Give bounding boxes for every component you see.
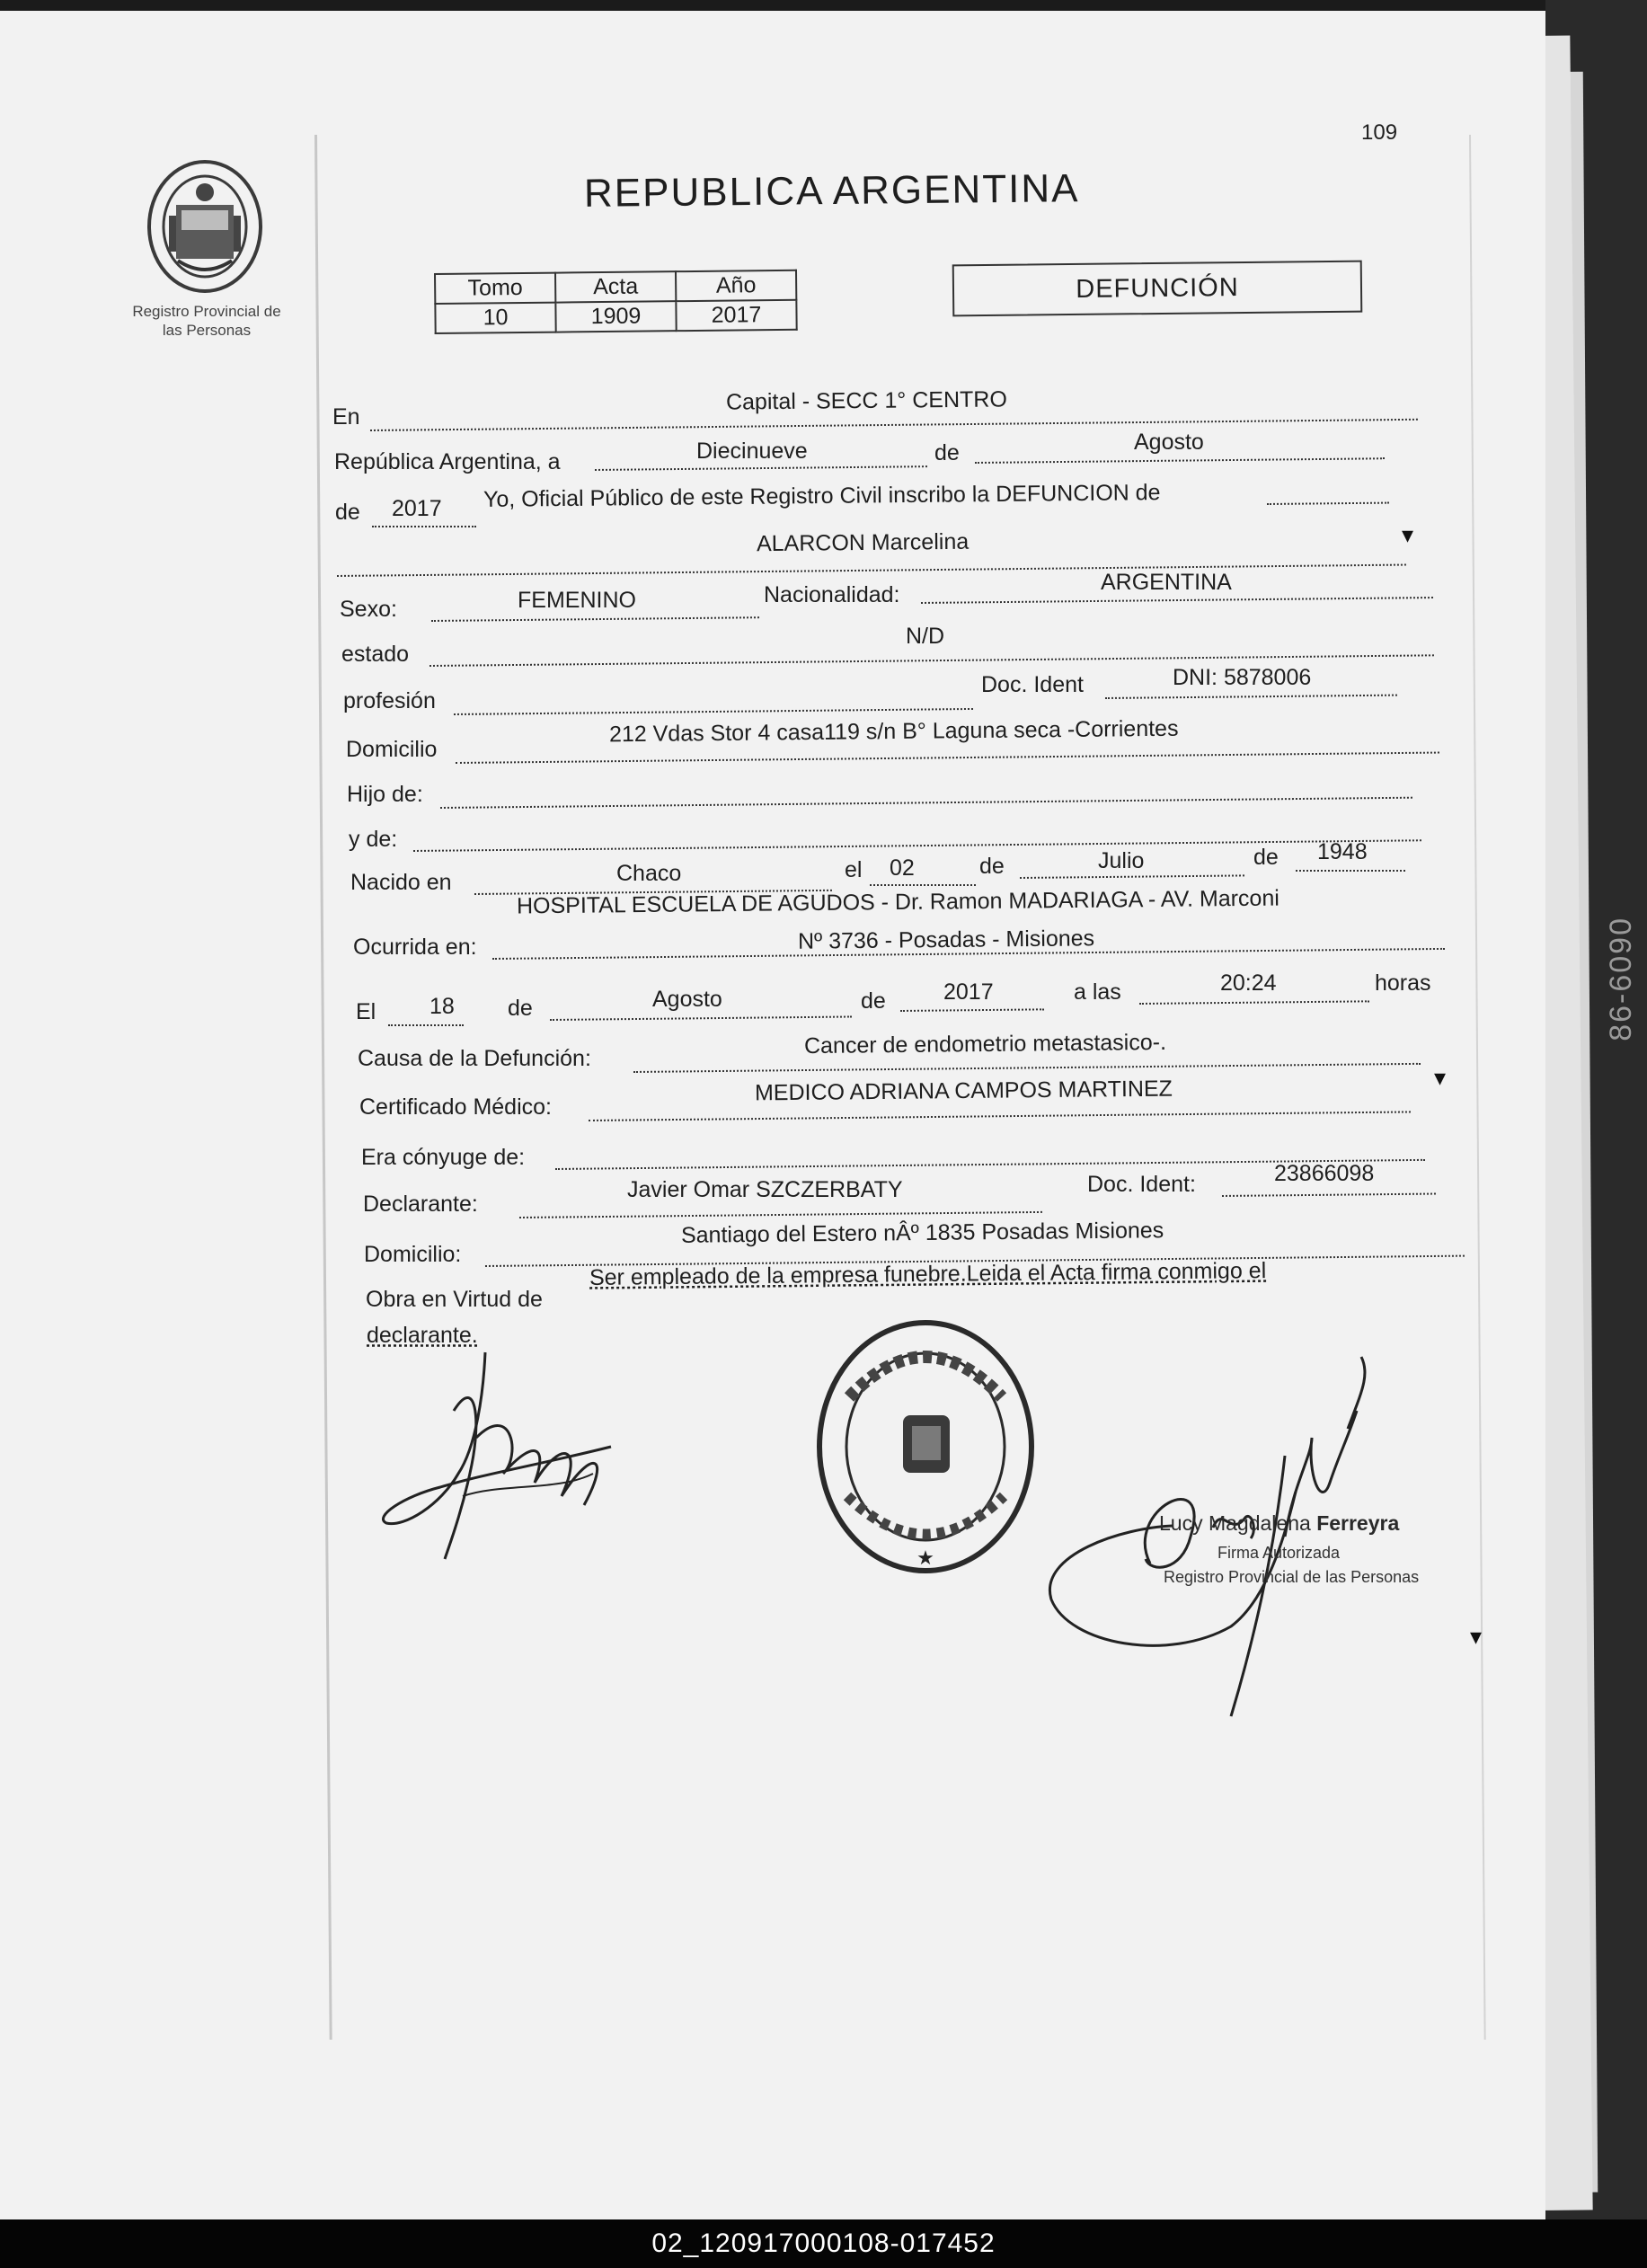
obra-value: Ser empleado de la empresa funebre.Leida el Acta firma conmigo el xyxy=(589,1258,1267,1290)
dotted-line xyxy=(900,1008,1044,1012)
dotted-line xyxy=(633,1063,1421,1073)
dotted-line xyxy=(921,597,1433,604)
decl-domicilio-label: Domicilio: xyxy=(364,1242,462,1267)
margin-mark: ▾ xyxy=(1434,1064,1447,1091)
page-title: REPUBLICA ARGENTINA xyxy=(583,166,1080,216)
def-dia-value: 18 xyxy=(429,994,455,1019)
nacido-label: Nacido en xyxy=(350,870,452,895)
tomo-header: Tomo xyxy=(435,273,555,304)
yde-label: y de: xyxy=(349,827,398,852)
def-mes-value: Agosto xyxy=(652,987,722,1012)
def-hora-value: 20:24 xyxy=(1220,970,1277,996)
ocurrida-line2: Nº 3736 - Posadas - Misiones xyxy=(797,926,1095,954)
dotted-line xyxy=(370,419,1418,431)
dotted-line xyxy=(372,526,476,527)
declarante-value: Javier Omar SZCZERBATY xyxy=(627,1177,903,1202)
dotted-line xyxy=(1139,1000,1369,1005)
acta-value: 1909 xyxy=(555,301,676,332)
causa-label: Causa de la Defunción: xyxy=(358,1046,591,1071)
dotted-line xyxy=(550,1015,852,1021)
dotted-line xyxy=(431,616,759,622)
signatory-last-name: Ferreyra xyxy=(1316,1511,1400,1535)
profesion-label: profesión xyxy=(343,688,436,713)
el2-label: El xyxy=(356,999,376,1024)
footer-id: 02_120917000108-017452 xyxy=(0,2219,1647,2268)
doc-value: DNI: 5878006 xyxy=(1173,665,1312,690)
certificado-label: Certificado Médico: xyxy=(359,1094,552,1120)
dia-value: Diecinueve xyxy=(696,439,808,464)
signatory-org: Registro Provincial de las Personas xyxy=(1164,1568,1420,1586)
sexo-value: FEMENINO xyxy=(518,588,636,613)
ocurrida-label: Ocurrida en: xyxy=(353,935,477,960)
certificado-value: MEDICO ADRIANA CAMPOS MARTINEZ xyxy=(754,1076,1173,1106)
registry-table xyxy=(434,270,798,334)
def-de-label: de xyxy=(508,996,533,1021)
svg-text:★: ★ xyxy=(916,1547,934,1570)
dotted-line xyxy=(440,797,1412,809)
republica-label: República Argentina, a xyxy=(334,449,561,474)
dotted-line xyxy=(337,564,1406,577)
signatory-first-name: Lucy Magdalena xyxy=(1159,1511,1311,1535)
dotted-line xyxy=(1020,874,1244,879)
coat-of-arms-icon xyxy=(142,153,268,297)
de2-label: de xyxy=(335,500,360,525)
causa-value: Cancer de endometrio metastasico-. xyxy=(803,1029,1167,1059)
margin-mark: ▾ xyxy=(1402,521,1414,548)
anio-value: 2017 xyxy=(676,300,796,331)
mes-value: Agosto xyxy=(1134,430,1204,455)
dotted-line xyxy=(1267,502,1389,505)
dotted-line xyxy=(589,1111,1411,1121)
act-type-box: DEFUNCIÓN xyxy=(952,261,1363,317)
dotted-line xyxy=(519,1211,1042,1218)
logo-caption xyxy=(108,302,305,340)
official-stamp-icon xyxy=(813,1316,1038,1586)
nombre-value: ALARCON Marcelina xyxy=(756,528,970,557)
decl-domicilio-value: Santiago del Estero nÂº 1835 Posadas Misiones xyxy=(680,1218,1164,1248)
dotted-line xyxy=(456,752,1439,764)
signatory-name xyxy=(1159,1511,1399,1536)
margin-line xyxy=(1469,135,1486,2040)
obra-value-line2: declarante. xyxy=(367,1323,478,1348)
dotted-line xyxy=(595,465,927,471)
domicilio-label: Domicilio xyxy=(346,737,438,762)
ocurrida-line1: HOSPITAL ESCUELA DE AGUDOS - Dr. Ramon MADARIAGA - AV. Marconi xyxy=(516,885,1280,919)
def-anio-value: 2017 xyxy=(943,979,994,1005)
nacionalidad-value: ARGENTINA xyxy=(1101,570,1232,595)
inscribe-text: Yo, Oficial Público de este Registro Civil inscribo la DEFUNCION de xyxy=(483,480,1161,512)
dotted-line xyxy=(388,1024,464,1026)
page-number: 109 xyxy=(1361,120,1398,145)
nacido-value: Chaco xyxy=(616,861,682,886)
de-label: de xyxy=(934,440,960,465)
logo-caption-line: las Personas xyxy=(162,322,252,339)
anio-value: 2017 xyxy=(392,496,442,521)
horas-label: horas xyxy=(1375,970,1431,996)
side-digits: 86-6090 xyxy=(1604,917,1638,1041)
declarante-label: Declarante: xyxy=(363,1192,478,1217)
alas-label: a las xyxy=(1074,979,1121,1005)
anio-header: Año xyxy=(676,270,796,301)
nacionalidad-label: Nacionalidad: xyxy=(764,582,900,607)
obra-label: Obra en Virtud de xyxy=(366,1287,543,1312)
nac-anio-value: 1948 xyxy=(1317,839,1368,864)
def-de2-label: de xyxy=(861,988,886,1014)
logo-caption-line: Registro Provincial de xyxy=(132,303,281,320)
dotted-line xyxy=(454,708,973,715)
dotted-line xyxy=(1296,870,1405,872)
hijo-label: Hijo de: xyxy=(347,782,423,807)
nac-de2-label: de xyxy=(1253,845,1279,870)
margin-line xyxy=(314,135,332,2040)
tomo-value: 10 xyxy=(435,303,555,333)
conyuge-label: Era cónyuge de: xyxy=(361,1145,526,1170)
dotted-line xyxy=(975,457,1385,464)
decl-doc-label: Doc. Ident: xyxy=(1087,1172,1196,1197)
nac-de-label: de xyxy=(979,854,1005,879)
en-label: En xyxy=(332,404,360,430)
decl-doc-value: 23866098 xyxy=(1274,1161,1375,1186)
acta-header: Acta xyxy=(555,271,676,302)
el-label: el xyxy=(845,857,863,882)
dotted-line xyxy=(1222,1193,1436,1197)
doc-label: Doc. Ident xyxy=(981,672,1084,697)
sexo-label: Sexo: xyxy=(340,597,397,622)
dotted-line xyxy=(1105,695,1397,699)
estado-value: N/D xyxy=(906,624,945,649)
nac-mes-value: Julio xyxy=(1098,848,1145,873)
top-border xyxy=(0,0,1545,11)
margin-mark: ▾ xyxy=(1470,1623,1483,1650)
domicilio-value: 212 Vdas Stor 4 casa119 s/n B° Laguna seca -Corrientes xyxy=(608,715,1179,748)
dotted-line xyxy=(870,884,976,886)
declarant-signature xyxy=(377,1339,629,1564)
nac-dia-value: 02 xyxy=(890,855,915,881)
en-value: Capital - SECC 1° CENTRO xyxy=(725,386,1007,415)
signatory-role: Firma Autorizada xyxy=(1218,1544,1341,1562)
estado-label: estado xyxy=(341,642,410,667)
